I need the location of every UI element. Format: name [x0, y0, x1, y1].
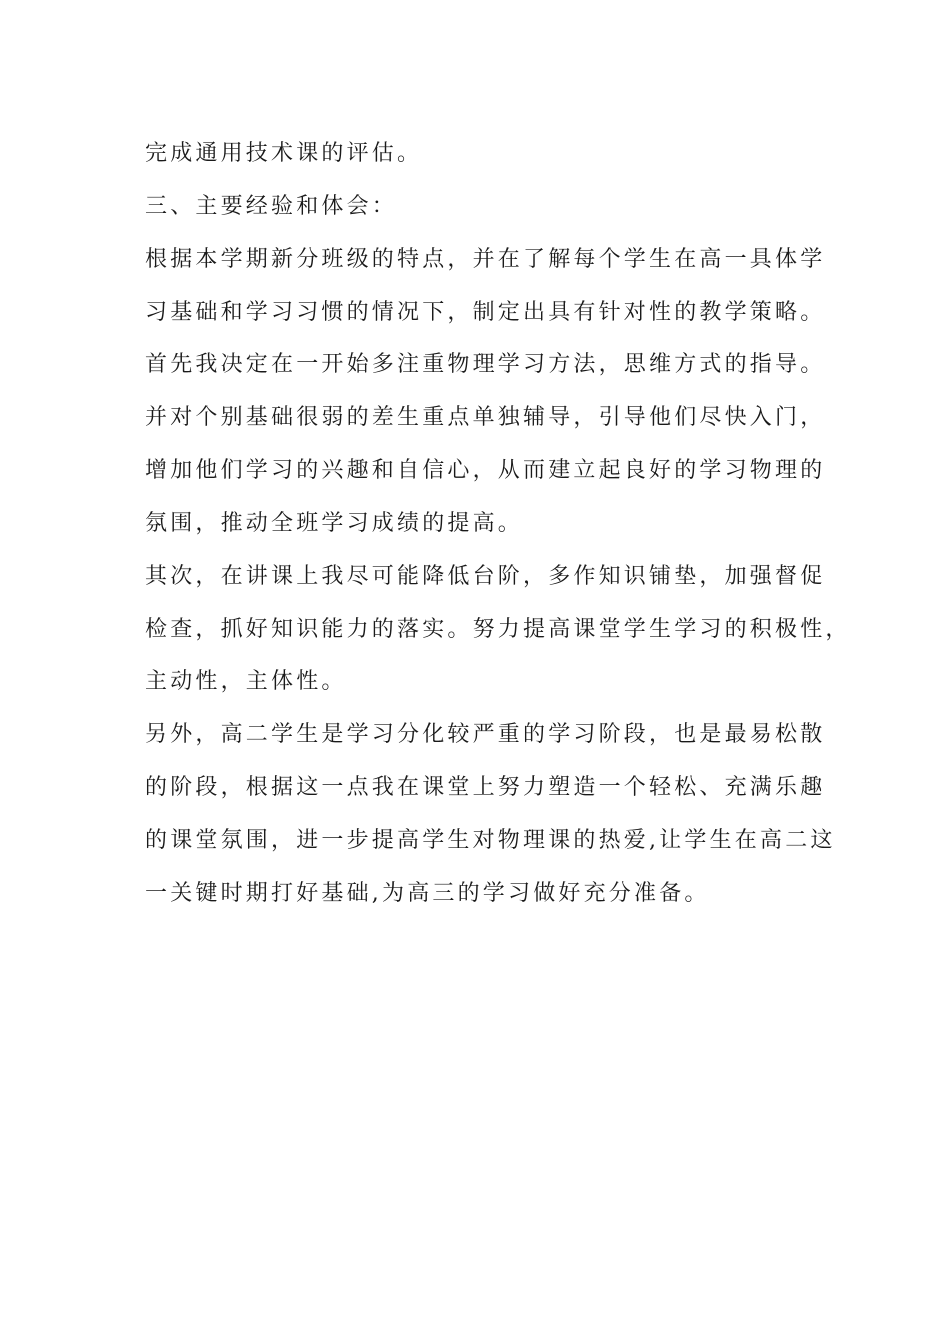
- text-line: 并对个别基础很弱的差生重点单独辅导，引导他们尽快入门，: [145, 405, 826, 431]
- text-line: 另外，高二学生是学习分化较严重的学习阶段，也是最易松散: [145, 722, 826, 748]
- text-line: 的课堂氛围，进一步提高学生对物理课的热爱,让学生在高二这: [145, 827, 836, 853]
- text-line: 的阶段，根据这一点我在课堂上努力塑造一个轻松、充满乐趣: [145, 775, 826, 801]
- body-text: [145, 128, 851, 921]
- text-line: 氛围，推动全班学习成绩的提高。: [145, 510, 524, 536]
- text-line: 完成通用技术课的评估。: [145, 141, 423, 166]
- text-line: 其次，在讲课上我尽可能降低台阶，多作知识铺垫，加强督促: [145, 563, 826, 589]
- text-line: 主动性，主体性。: [145, 669, 347, 695]
- section-heading: 三、主要经验和体会：: [145, 193, 398, 219]
- text-line: 首先我决定在一开始多注重物理学习方法，思维方式的指导。: [145, 352, 826, 378]
- text-line: 习基础和学习习惯的情况下，制定出具有针对性的教学策略。: [145, 299, 826, 325]
- text-line: 检查，抓好知识能力的落实。努力提高课堂学生学习的积极性，: [145, 616, 851, 642]
- text-line: 增加他们学习的兴趣和自信心，从而建立起良好的学习物理的: [145, 458, 826, 484]
- text-line: 根据本学期新分班级的特点，并在了解每个学生在高一具体学: [145, 246, 826, 272]
- text-line: 一关键时期打好基础,为高三的学习做好充分准备。: [145, 880, 710, 906]
